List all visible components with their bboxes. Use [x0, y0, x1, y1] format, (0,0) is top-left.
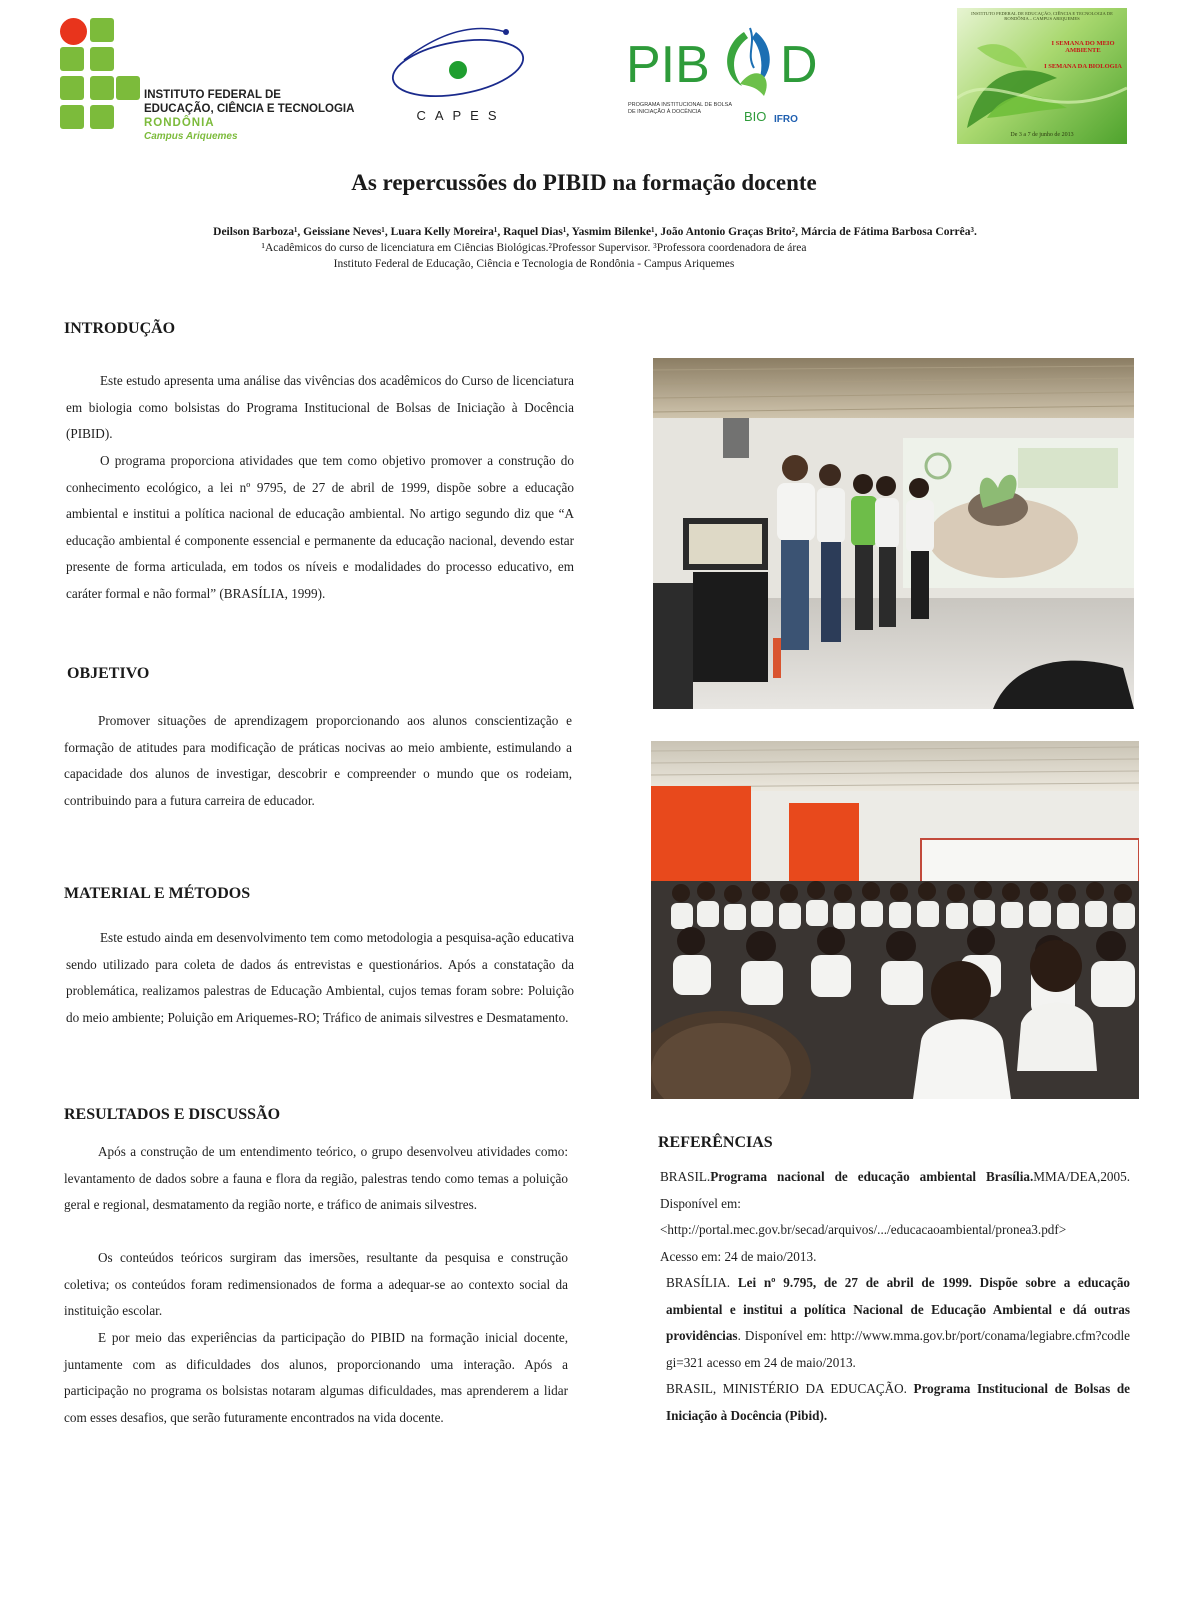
references-list [660, 1164, 1130, 1429]
authors: Deilson Barboza¹, Geissiane Neves¹, Luara Kelly Moreira¹, Raquel Dias¹, Yasmim Bilenke¹, João Antonio Graças Brito², Márcia de Fátima Barbosa Corrêa³. [213, 226, 977, 238]
pibid-dna-leaf-icon [624, 24, 820, 104]
reference-3 [660, 1376, 1130, 1429]
reference-2-url[interactable]: http://www.mma.gov.br/port/conama/legiabre.cfm?codlegi=321 [666, 1328, 1131, 1370]
pibid-logo [624, 24, 820, 136]
objective-heading: OBJETIVO [67, 665, 150, 682]
reference-2 [660, 1270, 1130, 1376]
ifro-logo-line3: RONDÔNIA [144, 117, 215, 129]
reference-1 [660, 1164, 1130, 1270]
results-paragraph-1: Após a construção de um entendimento teórico, o grupo desenvolveu atividades como: levantamento de dados sobre a fauna e flora da região, palestras tendo como temas a poluição geral e regional, desmatamento da região norte, e tráfico de animais silvestres. [64, 1144, 568, 1212]
reference-1-prefix: BRASIL. [660, 1169, 711, 1184]
capes-orbit-icon [388, 22, 534, 108]
poster-title: As repercussões do PIBID na formação docente [351, 170, 817, 195]
reference-1-url[interactable]: <http://portal.mec.gov.br/secad/arquivos/.../educacaoambiental/pronea3.pdf> [660, 1222, 1067, 1237]
methods-heading: MATERIAL E MÉTODOS [64, 885, 251, 902]
affiliation-line1: ¹Acadêmicos do curso de licenciatura em Ciências Biológicas.²Professor Supervisor. ³Professora coordenadora de área [261, 242, 807, 254]
intro-paragraph-1: Este estudo apresenta uma análise das vivências dos acadêmicos do Curso de licenciatura em biologia como bolsistas do Programa Institucional de Bolsas de Iniciação à Docência (PIBID). [66, 373, 574, 441]
event-badge-institution: INSTITUTO FEDERAL DE EDUCAÇÃO, CIÊNCIA E TECNOLOGIA DE RONDÔNIA – CAMPUS ARIQUEMES [971, 11, 1113, 22]
pibid-logo-letter-d: D [780, 36, 818, 94]
reference-2-access: acesso em 24 de maio/2013. [706, 1354, 856, 1370]
intro-heading: INTRODUÇÃO [64, 320, 176, 337]
ifro-logo [60, 18, 360, 148]
reference-1-publisher: MMA/DEA,2005. Disponível em: [660, 1169, 1130, 1211]
event-badge-line2: I SEMANA DA BIOLOGIA [1044, 63, 1122, 70]
results-paragraph-2: Os conteúdos teóricos surgiram das imersões, resultante da pesquisa e construção coletiva; os conteúdos foram redimensionados de forma a adequar-se ao contexto social da instituição escolar. [64, 1250, 568, 1318]
references-heading: REFERÊNCIAS [658, 1134, 773, 1151]
reference-2-prefix: BRASÍLIA. [666, 1275, 731, 1290]
methods-paragraph: Este estudo ainda em desenvolvimento tem como metodologia a pesquisa-ação educativa sendo utilizado para coleta de dados ás entrevistas e questionários. Após a constatação da problemática, realizamos palestras de Educação Ambiental, cujos temas foram sobre: Poluição do meio ambiente; Poluição em Ariquemes-RO; Tráfico de animais silvestres e Desmatamento. [66, 930, 574, 1025]
pibid-logo-ifro: IFRO [774, 114, 798, 125]
capes-logo [388, 22, 534, 132]
capes-logo-text: CAPES [416, 108, 506, 123]
objective-paragraph: Promover situações de aprendizagem proporcionando aos alunos conscientização e formação de atitudes para modificação de práticas nocivas ao meio ambiente, estimulando a capacidade dos alunos de investigar, descobrir e compreender o mundo que os rodeiam, contribuindo para a futura carreira de educador. [64, 713, 572, 808]
reference-1-title: Programa nacional de educação ambiental Brasília. [710, 1169, 1034, 1184]
pibid-logo-letters-pib: PIB [626, 36, 710, 94]
reference-2-available: . Disponível em: [737, 1328, 827, 1343]
event-badge-date: De 3 a 7 de junho de 2013 [1010, 132, 1074, 138]
results-heading: RESULTADOS E DISCUSSÃO [64, 1106, 281, 1123]
leaf-icon [957, 8, 1127, 144]
reference-2-title: Lei nº 9.795, de 27 de abril de 1999. Dispõe sobre a educação ambiental e institui a política Nacional de Educação Ambiental e dá outras providências [666, 1275, 1131, 1343]
ifro-logo-line4: Campus Ariquemes [144, 131, 238, 142]
reference-3-title: Programa Institucional de Bolsas de Iniciação à Docência (Pibid). [666, 1381, 1131, 1423]
photo-audience [651, 741, 1139, 1099]
event-badge [957, 8, 1127, 144]
ifro-logo-line1: INSTITUTO FEDERAL DE [144, 89, 281, 101]
event-badge-line1: I SEMANA DO MEIO AMBIENTE [1051, 40, 1115, 54]
results-paragraph-3: E por meio das experiências da participação do PIBID na formação inicial docente, juntamente com as dificuldades dos alunos, proporcionando uma interação. Após a participação no programa os bolsistas notaram algumas dificuldades, mas aprenderem a lidar com esses desafios, que serão futuramente encontrados na vida docente. [64, 1330, 568, 1425]
pibid-logo-caption: PROGRAMA INSTITUCIONAL DE BOLSA DE INICIAÇÃO À DOCÊNCIA [628, 102, 732, 115]
intro-paragraph-2: O programa proporciona atividades que tem como objetivo promover a construção do conhecimento ecológico, a lei nº 9795, de 27 de abril de 1999, dispõe sobre a educação ambiental e institui a política nacional de educação ambiental. No artigo segundo diz que “A educação ambiental é componente essencial e permanente da educação nacional, devendo estar presente de forma articulada, em todos os níveis e modalidades do processo educativo, em caráter formal e não formal” (BRASÍLIA, 1999). [66, 453, 574, 601]
photo-presentation [653, 358, 1134, 709]
affiliation-line2: Instituto Federal de Educação, Ciência e Tecnologia de Rondônia - Campus Ariquemes [333, 258, 735, 270]
reference-3-prefix: BRASIL, MINISTÉRIO DA EDUCAÇÃO. [666, 1381, 907, 1396]
ifro-logo-line2: EDUCAÇÃO, CIÊNCIA E TECNOLOGIA [144, 103, 355, 115]
pibid-logo-bio: BIO [744, 109, 767, 124]
ifro-logo-mark [60, 18, 144, 132]
reference-1-access: Acesso em: 24 de maio/2013. [660, 1248, 817, 1264]
